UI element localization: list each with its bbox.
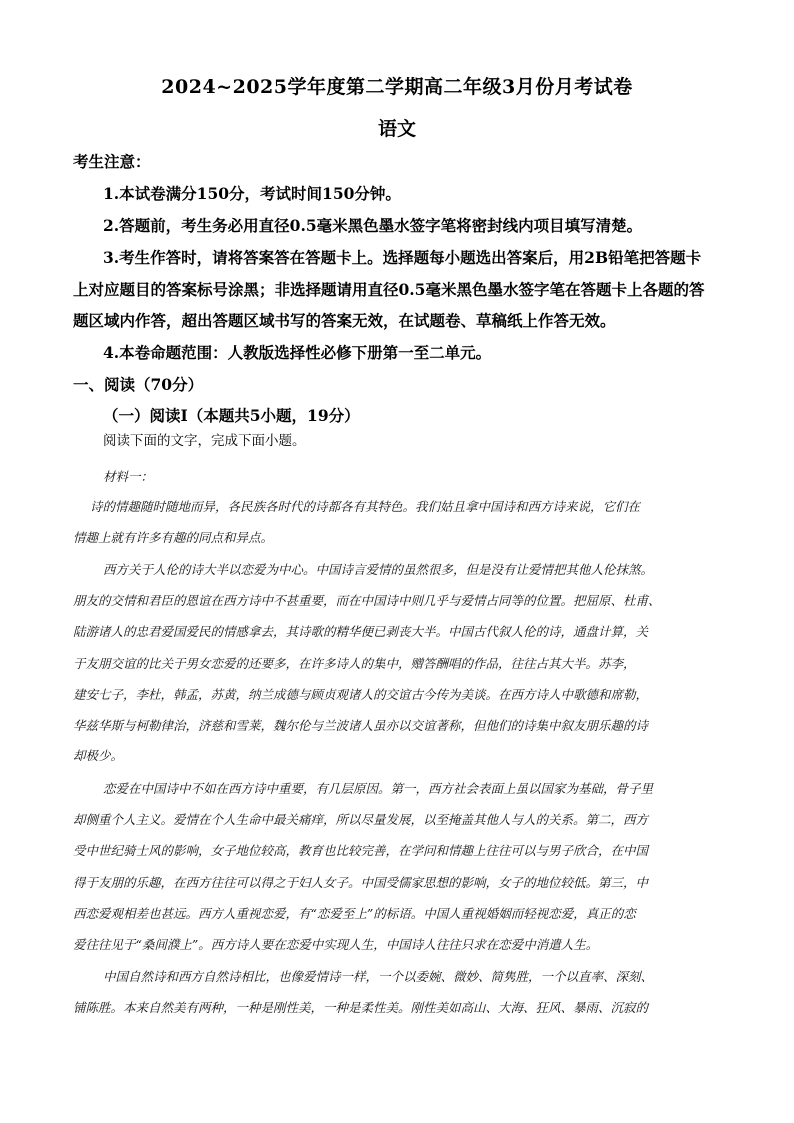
- material-line: 西方关于人伦的诗大半以恋爱为中心。中国诗言爱情的虽然很多，但是没有让爱情把其他人伦抹煞。: [103, 562, 654, 577]
- material-label: 材料一：: [103, 469, 154, 484]
- material-line: 却极少。: [73, 748, 124, 763]
- material-line: 受中世纪骑士风的影响，女子地位较高，教育也比较完善，在学问和情趣上往往可以与男子欣合，在中国: [73, 843, 649, 858]
- material-line: 中国自然诗和西方自然诗相比，也像爱情诗一样，一个以委婉、微妙、简隽胜，一个以直率、深刻、: [103, 969, 654, 984]
- notice-item-2: 2.答题前，考生务必用直径0.5毫米黑色墨水签字笔将密封线内项目填写清楚。: [103, 216, 643, 235]
- subject-title: 语文: [377, 118, 416, 140]
- material-line: 铺陈胜。本来自然美有两种，一种是刚性美，一种是柔性美。刚性美如高山、大海、狂风、暴雨、沉寂的: [73, 1000, 649, 1015]
- notice-item-1: 1.本试卷满分150分，考试时间150分钟。: [103, 184, 401, 203]
- material-line: 西恋爱观相差也甚远。西方人重视恋爱，有“恋爱至上”的标语。中国人重视婚姻而轻视恋爱，真正的恋: [73, 906, 636, 921]
- material-line: 陆游诸人的忠君爱国爱民的情感拿去，其诗歌的精华便已剥丧大半。中国古代叙人伦的诗，通盘计算，关: [73, 624, 649, 639]
- subsection-heading: （一）阅读Ⅰ（本题共5小题，19分）: [103, 406, 360, 425]
- notice-heading: 考生注意：: [73, 152, 151, 171]
- material-line: 诗的情趣随时随地而异，各民族各时代的诗都各有其特色。我们姑且拿中国诗和西方诗来说，它们在: [90, 499, 641, 514]
- notice-item-3: 3.考生作答时，请将答案答在答题卡上。选择题每小题选出答案后，用2B铅笔把答题卡: [103, 248, 702, 267]
- material-line: 爱往往见于“桑间濮上”。西方诗人要在恋爱中实现人生，中国诗人往往只求在恋爱中消遣人生。: [73, 937, 599, 952]
- material-line: 建安七子，李杜，韩孟，苏黄，纳兰成德与顾贞观诸人的交谊古今传为美谈。在西方诗人中歌德和席勒，: [73, 687, 649, 702]
- material-line: 于友朋交谊的比关于男女恋爱的还要多，在许多诗人的集中，赠答酬唱的作品，往往占其大半。苏李，: [73, 656, 636, 671]
- notice-item-3-cont-1: 上对应题目的答案标号涂黑；非选择题请用直径0.5毫米黑色墨水签字笔在答题卡上各题的答: [73, 280, 705, 299]
- reading-instruction: 阅读下面的文字，完成下面小题。: [103, 433, 306, 449]
- material-line: 华兹华斯与柯勒律治，济慈和雪莱，魏尔伦与兰波诸人虽亦以交谊著称，但他们的诗集中叙友朋乐趣的诗: [73, 718, 649, 733]
- material-line: 朋友的交情和君臣的恩谊在西方诗中不甚重要，而在中国诗中则几乎与爱情占同等的位置。把屈原、杜甫、: [73, 593, 661, 608]
- material-line: 情趣上就有许多有趣的同点和异点。: [73, 530, 274, 545]
- exam-title: 2024~2025学年度第二学期高二年级3月份月考试卷: [161, 76, 633, 98]
- notice-item-3-cont-2: 题区域内作答，超出答题区域书写的答案无效，在试题卷、草稿纸上作答无效。: [73, 311, 616, 330]
- material-line: 得于友朋的乐趣，在西方往往可以得之于妇人女子。中国受儒家思想的影响，女子的地位较低。第三，中: [73, 875, 649, 890]
- material-line: 却侧重个人主义。爱情在个人生命中最关痛痒，所以尽量发展，以至掩盖其他人与人的关系。第二，西方: [73, 812, 649, 827]
- section-heading: 一、阅读（70分）: [73, 375, 204, 394]
- material-line: 恋爱在中国诗中不如在西方诗中重要，有几层原因。第一，西方社会表面上虽以国家为基础，骨子里: [103, 781, 654, 796]
- notice-item-4: 4.本卷命题范围：人教版选择性必修下册第一至二单元。: [103, 343, 492, 362]
